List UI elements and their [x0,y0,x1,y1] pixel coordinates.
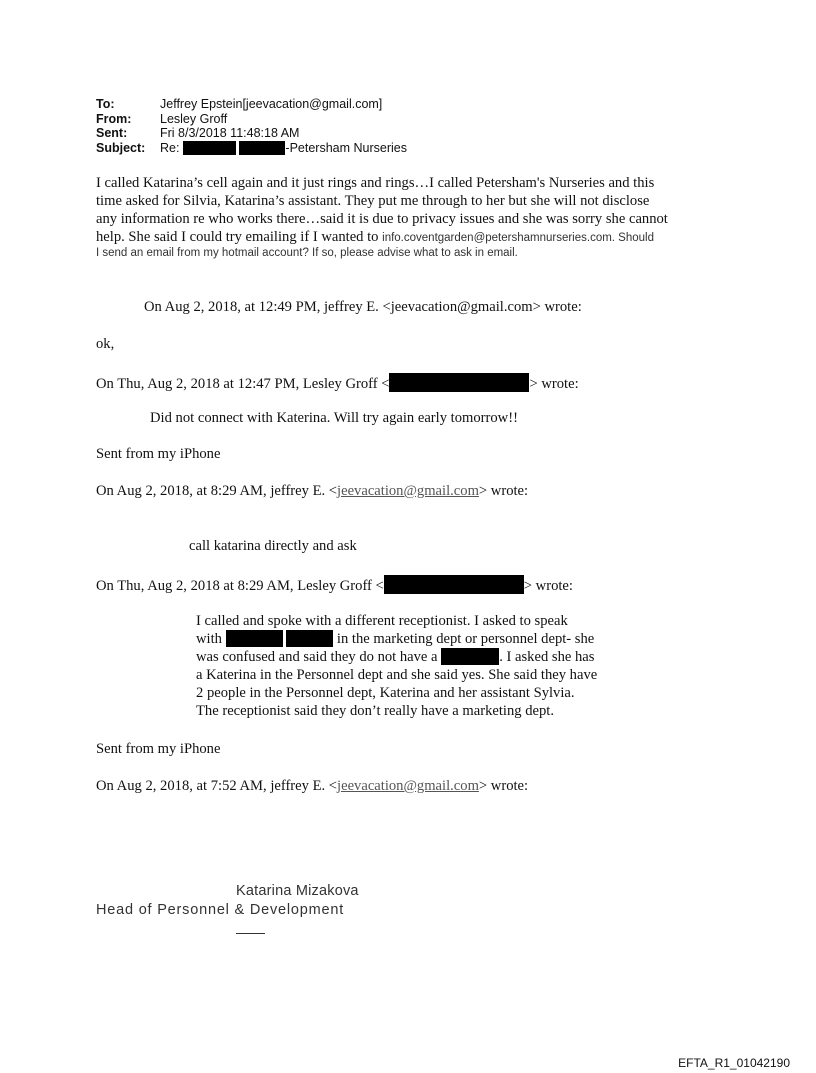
subject-row [96,141,407,156]
sent-label: Sent: [96,126,128,140]
divider [236,933,265,934]
quote-line [196,648,597,666]
body-line: I called Katarina’s cell again and it just rings and rings…I called Petersham's Nurseries and this [96,175,655,191]
signature-title: Head of Personnel & Development [96,902,345,918]
quote-text: with [196,631,222,647]
message-header-suffix: > wrote: [529,376,579,392]
message-header [96,778,528,795]
redaction-box [226,630,283,647]
sent-from-signature: Sent from my iPhone [96,446,221,462]
email-body [96,174,736,260]
email-header [96,97,407,155]
body-line-email: info.coventgarden@petershamnurseries.com. Should [382,232,654,244]
quote-line [196,630,597,648]
email-link[interactable]: jeevacation@gmail.com [337,483,479,499]
document-id: EFTA_R1_01042190 [678,1056,790,1070]
quote-text: . I asked she has [499,649,595,665]
quote-text: in the marketing dept or personnel dept- she [336,631,595,647]
redaction-box [286,630,333,647]
quote-line: a Katerina in the Personnel dept and she said yes. She said they have [196,667,598,683]
body-line: I send an email from my hotmail account? If so, please advise what to ask in email. [96,247,518,259]
message-header-prefix: On Aug 2, 2018, at 7:52 AM, jeffrey E. < [96,778,338,794]
sent-row [96,126,407,141]
redaction-box [239,141,285,155]
to-label: To: [96,97,115,111]
redaction-box [441,648,499,665]
from-value: Lesley Groff [160,111,228,126]
message-header-prefix: On Aug 2, 2018, at 8:29 AM, jeffrey E. < [96,483,338,499]
from-label: From: [96,111,132,126]
body-line [96,228,736,247]
to-value: Jeffrey Epstein[jeevacation@gmail.com] [160,97,383,111]
message-header-prefix: On Thu, Aug 2, 2018 at 8:29 AM, Lesley Groff < [96,578,384,594]
sent-value: Fri 8/3/2018 11:48:18 AM [160,126,300,140]
body-line: any information re who works there…said it is due to privacy issues and she was sorry she cannot [96,211,668,227]
message-header [96,373,579,393]
quote-text: was confused and said they do not have a [196,649,438,665]
redaction-box [389,373,529,392]
from-row [96,112,407,127]
redaction-box [384,575,524,594]
body-line-serif: help. She said I could try emailing if I wanted to [96,229,379,245]
message-header-suffix: > wrote: [523,578,573,594]
subject-prefix: Re: [160,140,180,155]
quote-line: 2 people in the Personnel dept, Katerina and her assistant Sylvia. [196,685,575,701]
message-header-suffix: > wrote: [478,483,529,499]
message-body: call katarina directly and ask [189,538,357,554]
subject-label: Subject: [96,140,146,155]
message-header-suffix: > wrote: [478,778,529,794]
message-header: On Aug 2, 2018, at 12:49 PM, jeffrey E. <jeevacation@gmail.com> wrote: [144,299,582,315]
quote-line: I called and spoke with a different receptionist. I asked to speak [196,613,568,629]
quoted-message [196,612,597,720]
message-header-prefix: On Thu, Aug 2, 2018 at 12:47 PM, Lesley Groff < [96,376,390,392]
redaction-box [183,141,236,155]
to-row [96,97,407,112]
email-link[interactable]: jeevacation@gmail.com [337,778,479,794]
body-line: time asked for Silvia, Katarina’s assistant. They put me through to her but she will not disclose [96,193,650,209]
signature-name: Katarina Mizakova [236,883,359,899]
message-header [96,483,528,500]
message-body: ok, [96,336,115,352]
sent-from-signature: Sent from my iPhone [96,741,221,757]
message-body: Did not connect with Katerina. Will try again early tomorrow!! [150,410,518,426]
message-header [96,575,573,595]
quote-line: The receptionist said they don’t really have a marketing dept. [196,703,554,719]
subject-suffix: -Petersham Nurseries [285,140,407,155]
